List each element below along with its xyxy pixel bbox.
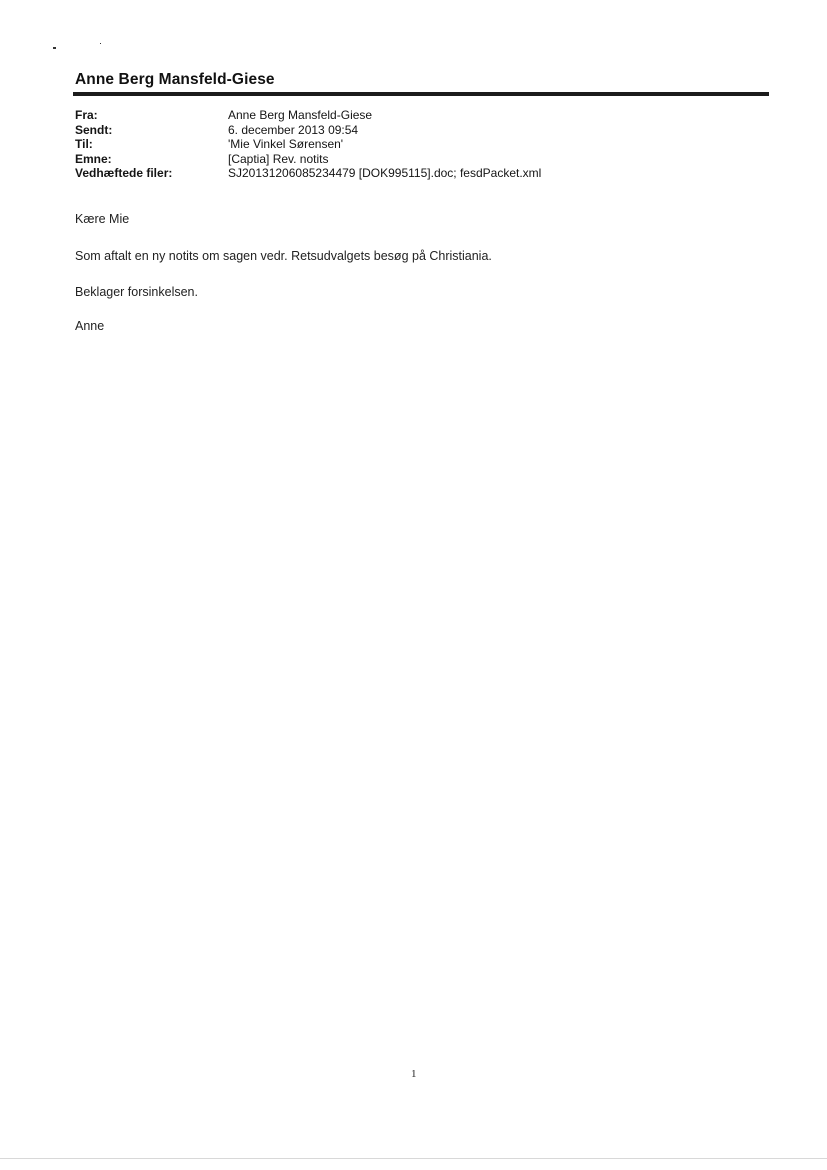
email-paragraph: Som aftalt en ny notits om sagen vedr. Retsudvalgets besøg på Christiania. (75, 249, 492, 263)
header-row-from (75, 108, 765, 123)
email-greeting: Kære Mie (75, 212, 130, 226)
header-value-subject: [Captia] Rev. notits (228, 151, 329, 166)
header-row-subject (75, 152, 765, 167)
header-label-to: Til: (75, 137, 93, 151)
scan-speck (100, 43, 101, 44)
page-number: 1 (411, 1068, 417, 1080)
email-signature: Anne (75, 319, 105, 333)
header-label-subject: Emne: (75, 151, 112, 166)
header-label-from: Fra: (75, 108, 98, 122)
scan-speck (53, 47, 56, 49)
header-value-sent: 6. december 2013 09:54 (228, 122, 359, 137)
header-row-to (75, 137, 765, 152)
scan-edge-line (0, 1158, 827, 1159)
header-value-from: Anne Berg Mansfeld-Giese (228, 108, 373, 122)
email-header-fields (75, 108, 765, 181)
email-paragraph: Beklager forsinkelsen. (75, 285, 198, 299)
heading-rule (73, 92, 769, 96)
header-value-attachments: SJ20131206085234479 [DOK995115].doc; fesdPacket.xml (228, 166, 542, 180)
header-row-sent (75, 123, 765, 138)
header-label-attachments: Vedhæftede filer: (75, 166, 173, 180)
header-row-attachments (75, 166, 765, 181)
header-label-sent: Sendt: (75, 122, 113, 137)
header-value-to: 'Mie Vinkel Sørensen' (228, 137, 344, 151)
sender-heading: Anne Berg Mansfeld-Giese (75, 71, 275, 88)
